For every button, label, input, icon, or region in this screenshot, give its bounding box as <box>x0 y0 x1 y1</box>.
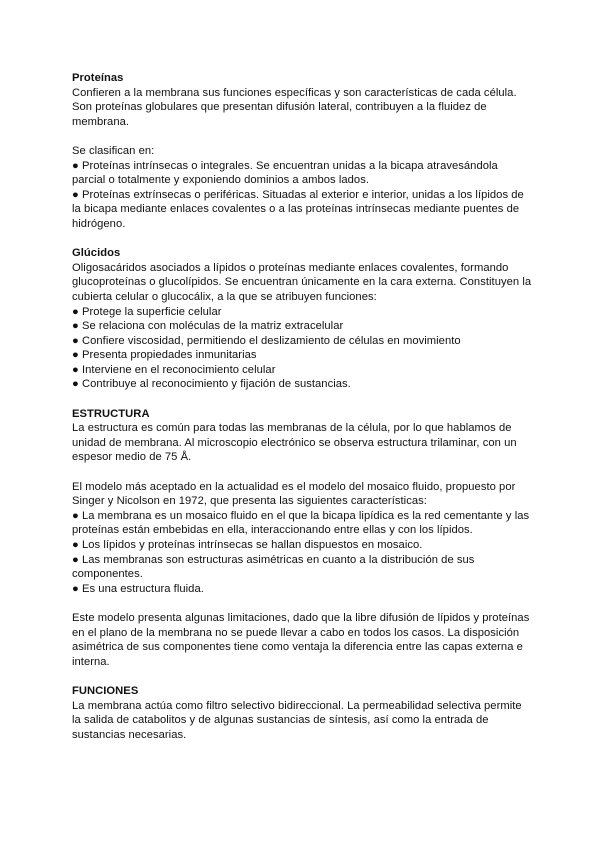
bullet-icon: ● <box>72 320 79 333</box>
list-item <box>72 334 532 349</box>
proteinas-intro: Confieren a la membrana sus funciones específicas y son características de cada célula. Son proteínas globulares que presentan difusión lateral, contribuyen a la fluidez de membrana. <box>72 86 517 128</box>
bullet-icon: ● <box>72 509 79 522</box>
bullet-icon: ● <box>72 553 79 566</box>
list-item <box>72 159 532 188</box>
list-item-text: Se relaciona con moléculas de la matriz extracelular <box>81 320 344 333</box>
list-item <box>72 582 532 597</box>
bullet-icon: ● <box>72 334 79 347</box>
list-item-text: Los lípidos y proteínas intrínsecas se hallan dispuestos en mosaico. <box>81 539 423 551</box>
list-item-text: Las membranas son estructuras asimétricas en cuanto a la distribución de sus componentes. <box>72 553 475 581</box>
list-item-text: Presenta propiedades inmunitarias <box>81 349 257 362</box>
bullet-icon: ● <box>72 582 79 595</box>
estructura-model: El modelo más aceptado en la actualidad es el modelo del mosaico fluido, propuesto por Singer y Nicolson en 1972, que presenta las siguientes características: <box>72 480 516 508</box>
bullet-icon: ● <box>72 363 79 376</box>
list-item-text: Protege la superficie celular <box>81 305 222 318</box>
spacer <box>72 596 532 611</box>
spacer <box>72 232 532 247</box>
list-item-text: Confiere viscosidad, permitiendo el deslizamiento de células en movimiento <box>81 334 461 347</box>
document-page <box>72 71 532 742</box>
list-item <box>72 509 532 538</box>
proteinas-classify: Se clasifican en: <box>72 144 155 157</box>
glucidos-bullet-list <box>72 305 532 393</box>
spacer <box>72 465 532 480</box>
spacer <box>72 129 532 144</box>
section-title-funciones: FUNCIONES <box>72 684 139 697</box>
list-item <box>72 538 532 553</box>
list-item-text: Es una estructura fluida. <box>81 582 204 595</box>
glucidos-intro: Oligosacáridos asociados a lípidos o proteínas mediante enlaces covalentes, formando glucoproteínas o glucolípidos. Se encuentran únicamente en la cara externa. Constituyen la cubierta celular o glucocálix, a la que se atribuyen funciones: <box>72 261 532 303</box>
proteinas-bullet-list <box>72 159 532 232</box>
bullet-icon: ● <box>72 349 79 362</box>
list-item <box>72 553 532 582</box>
funciones-intro: La membrana actúa como filtro selectivo bidireccional. La permeabilidad selectiva permite la salida de catabolitos y de algunas sustancias de síntesis, así como la entrada de sustancias necesarias. <box>72 699 522 741</box>
estructura-intro: La estructura es común para todas las membranas de la célula, por lo que hablamos de unidad de membrana. Al microscopio electrónico se observa estructura trilaminar, con un espesor medio de 75 Å. <box>72 422 517 464</box>
list-item-text: Contribuye al reconocimiento y fijación de sustancias. <box>81 378 351 391</box>
list-item-text: Interviene en el reconocimiento celular <box>81 363 276 376</box>
list-item <box>72 377 532 392</box>
section-title-estructura: ESTRUCTURA <box>72 407 150 420</box>
list-item <box>72 188 532 232</box>
list-item <box>72 363 532 378</box>
spacer <box>72 392 532 407</box>
spacer <box>72 669 532 684</box>
list-item-text: Proteínas extrínsecas o periféricas. Situadas al exterior e interior, unidas a los lípidos de la bicapa mediante enlaces covalentes o a las proteínas intrínsecas mediante puentes de hidrógeno. <box>72 188 524 230</box>
section-title-proteinas: Proteínas <box>72 72 124 84</box>
bullet-icon: ● <box>72 378 79 391</box>
list-item <box>72 319 532 334</box>
list-item <box>72 348 532 363</box>
bullet-icon: ● <box>72 188 79 201</box>
bullet-icon: ● <box>72 159 79 172</box>
section-title-glucidos: Glúcidos <box>72 247 121 260</box>
bullet-icon: ● <box>72 305 79 318</box>
estructura-bullet-list <box>72 509 532 597</box>
list-item <box>72 305 532 320</box>
estructura-limits: Este modelo presenta algunas limitaciones, dado que la libre difusión de lípidos y proteínas en el plano de la membrana no se puede llevar a cabo en todos los casos. La disposición asimétrica de sus componentes tiene como ventaja la diferencia entre las capas externa e interna. <box>72 611 530 668</box>
list-item-text: La membrana es un mosaico fluido en el que la bicapa lipídica es la red cementante y las proteínas están embebidas en ella, interaccionando entre ellas y con los lípidos. <box>72 509 530 537</box>
bullet-icon: ● <box>72 539 79 551</box>
list-item-text: Proteínas intrínsecas o integrales. Se encuentran unidas a la bicapa atravesándola parcial o totalmente y exponiendo dominios a ambos lados. <box>72 159 498 187</box>
